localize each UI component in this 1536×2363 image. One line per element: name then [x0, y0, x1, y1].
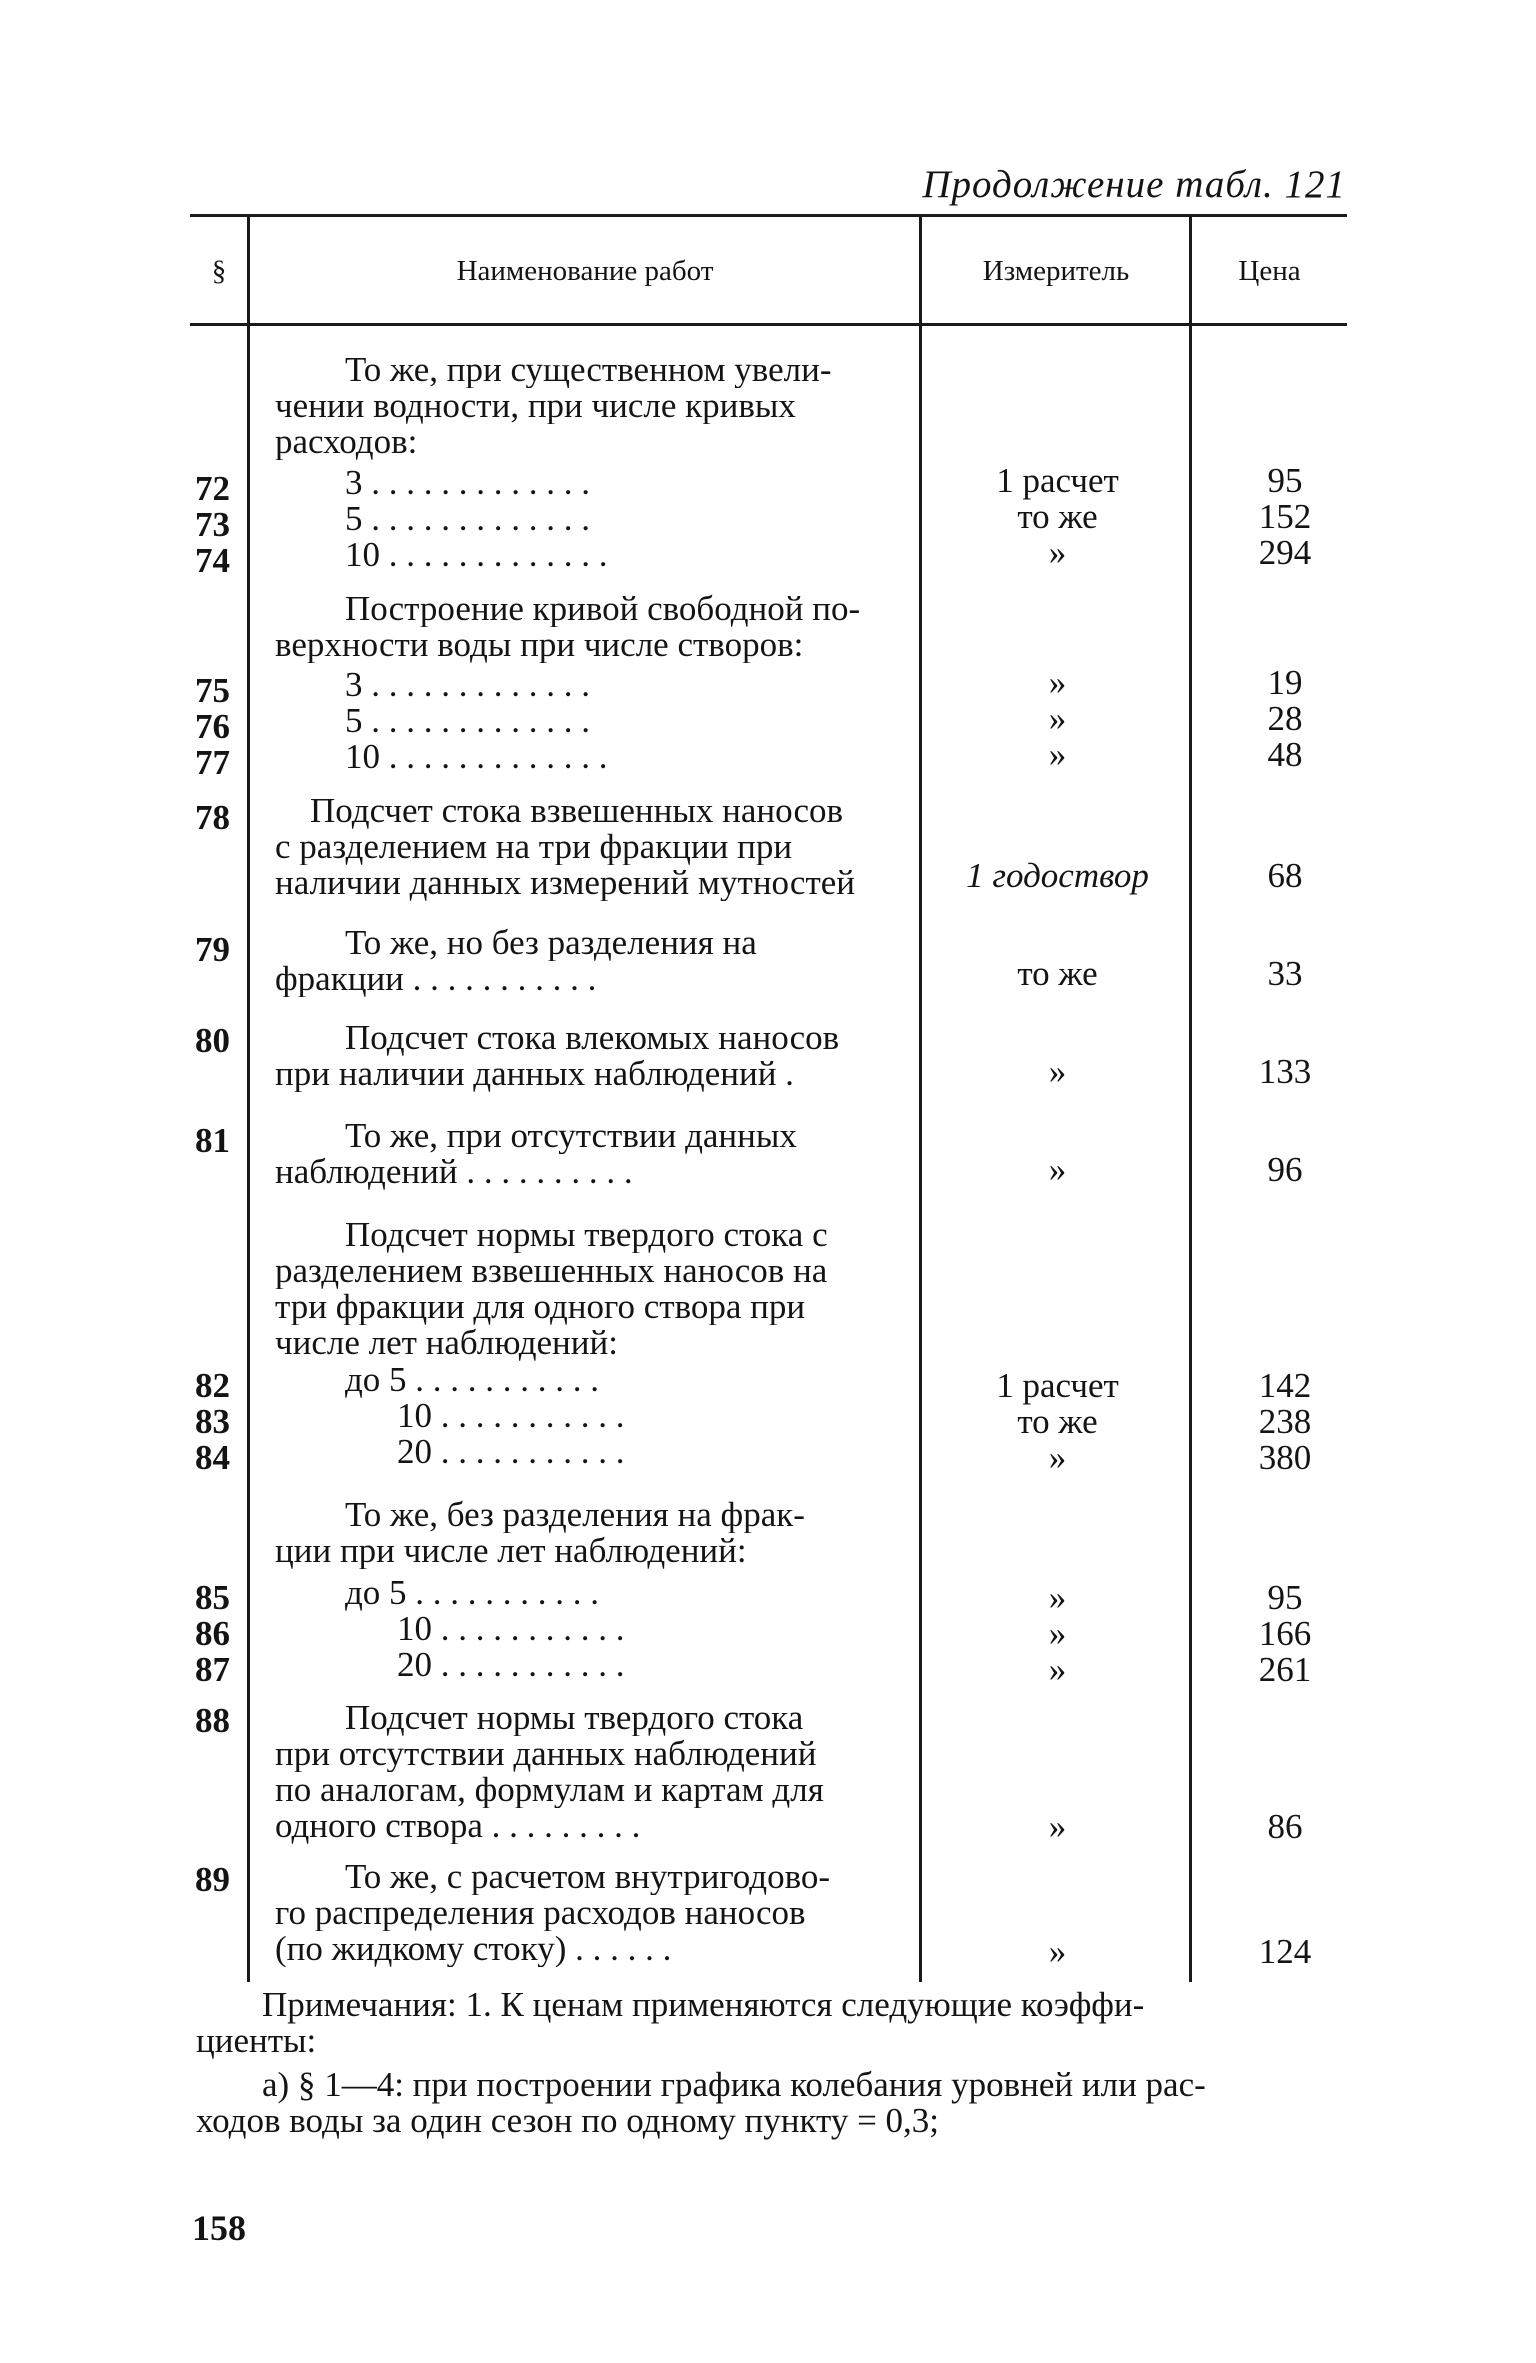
row-price: 33	[1267, 954, 1303, 993]
row-price: 124	[1258, 1932, 1312, 1971]
row-description: Подсчет стока влекомых наносов при наличии данных наблюдений .	[275, 1020, 840, 1092]
notes-line: Примечания: 1. К ценам применяются следующие коэффи-	[262, 1985, 1145, 2024]
row-price: 95 152 294	[1258, 461, 1312, 572]
table-caption: Продолжение табл. 121	[922, 163, 1346, 206]
col-divider-2	[919, 216, 922, 1982]
row-unit: » » »	[1048, 663, 1067, 774]
row-description: То же, но без разделения на фракции . . . . . . . . . . .	[275, 925, 757, 997]
header-col-name: Наименование работ	[456, 255, 714, 287]
row-number: 80	[195, 1021, 230, 1060]
row-unit: то же	[1017, 954, 1098, 993]
row-number: 81	[195, 1121, 230, 1160]
row-description: То же, при существенном увели- чении водности, при числе кривых расходов:	[275, 352, 832, 460]
header-col-unit: Измеритель	[982, 255, 1130, 287]
row-price: 95 166 261	[1258, 1578, 1312, 1689]
row-price: 142 238 380	[1258, 1366, 1312, 1477]
header-col-price: Цена	[1238, 255, 1301, 287]
row-unit: »	[1048, 1052, 1067, 1091]
row-price: 86	[1267, 1807, 1303, 1846]
row-description: до 5 . . . . . . . . . . . 10 . . . . . . . . . . . 20 . . . . . . . . . . .	[345, 1575, 625, 1683]
row-price: 19 28 48	[1267, 663, 1303, 774]
notes-line: ходов воды за один сезон по одному пункту = 0,3;	[196, 2101, 940, 2140]
row-description: до 5 . . . . . . . . . . . 10 . . . . . . . . . . . 20 . . . . . . . . . . .	[345, 1362, 625, 1470]
header-bottom-rule	[190, 323, 1347, 326]
row-unit: »	[1048, 1932, 1067, 1971]
notes-line: циенты:	[196, 2021, 317, 2060]
row-description: То же, без разделения на фрак- ции при числе лет наблюдений:	[275, 1497, 805, 1569]
row-description: Построение кривой свободной по- верхности воды при числе створов:	[275, 591, 861, 663]
row-price: 68	[1267, 856, 1303, 895]
row-number: 85 86 87	[195, 1578, 230, 1689]
page-number: 158	[192, 2208, 246, 2248]
row-unit: »	[1048, 1150, 1067, 1189]
header-col-section: §	[211, 255, 227, 287]
row-unit: » » »	[1048, 1578, 1067, 1689]
row-number: 78	[195, 798, 230, 837]
row-description: Подсчет нормы твердого стока при отсутствии данных наблюдений по аналогам, формулам и картам для одного створа . . . . . . . . .	[275, 1700, 824, 1844]
col-divider-1	[247, 216, 250, 1982]
row-unit: »	[1048, 1807, 1067, 1846]
row-description: 3 . . . . . . . . . . . . . 5 . . . . . . . . . . . . . 10 . . . . . . . . . . . . .	[345, 667, 608, 775]
row-description: То же, при отсутствии данных наблюдений . . . . . . . . . .	[275, 1118, 797, 1190]
row-number: 79	[195, 930, 230, 969]
row-number: 72 73 74	[195, 469, 230, 580]
row-price: 96	[1267, 1150, 1303, 1189]
notes-block	[196, 1985, 1352, 2140]
row-number: 88	[195, 1701, 230, 1740]
row-price: 133	[1258, 1052, 1312, 1091]
row-description: То же, с расчетом внутригодово- го распределения расходов наносов (по жидкому стоку) . . . . . .	[275, 1859, 831, 1967]
row-description: Подсчет стока взвешенных наносов с разделением на три фракции при наличии данных измерений мутностей	[275, 793, 856, 901]
row-number: 89	[195, 1860, 230, 1899]
notes-line: а) § 1—4: при построении графика колебания уровней или рас-	[262, 2065, 1206, 2104]
row-unit: 1 расчет то же »	[996, 461, 1119, 572]
row-number: 82 83 84	[195, 1366, 230, 1477]
header-top-rule	[190, 214, 1347, 217]
row-description: Подсчет нормы твердого стока с разделением взвешенных наносов на три фракции для одного створа при числе лет наблюдений:	[275, 1217, 828, 1361]
row-number: 75 76 77	[195, 671, 230, 782]
row-description: 3 . . . . . . . . . . . . . 5 . . . . . . . . . . . . . 10 . . . . . . . . . . . . .	[345, 465, 608, 573]
row-unit: 1 годоствор	[966, 856, 1149, 895]
row-unit: 1 расчет то же »	[996, 1366, 1119, 1477]
